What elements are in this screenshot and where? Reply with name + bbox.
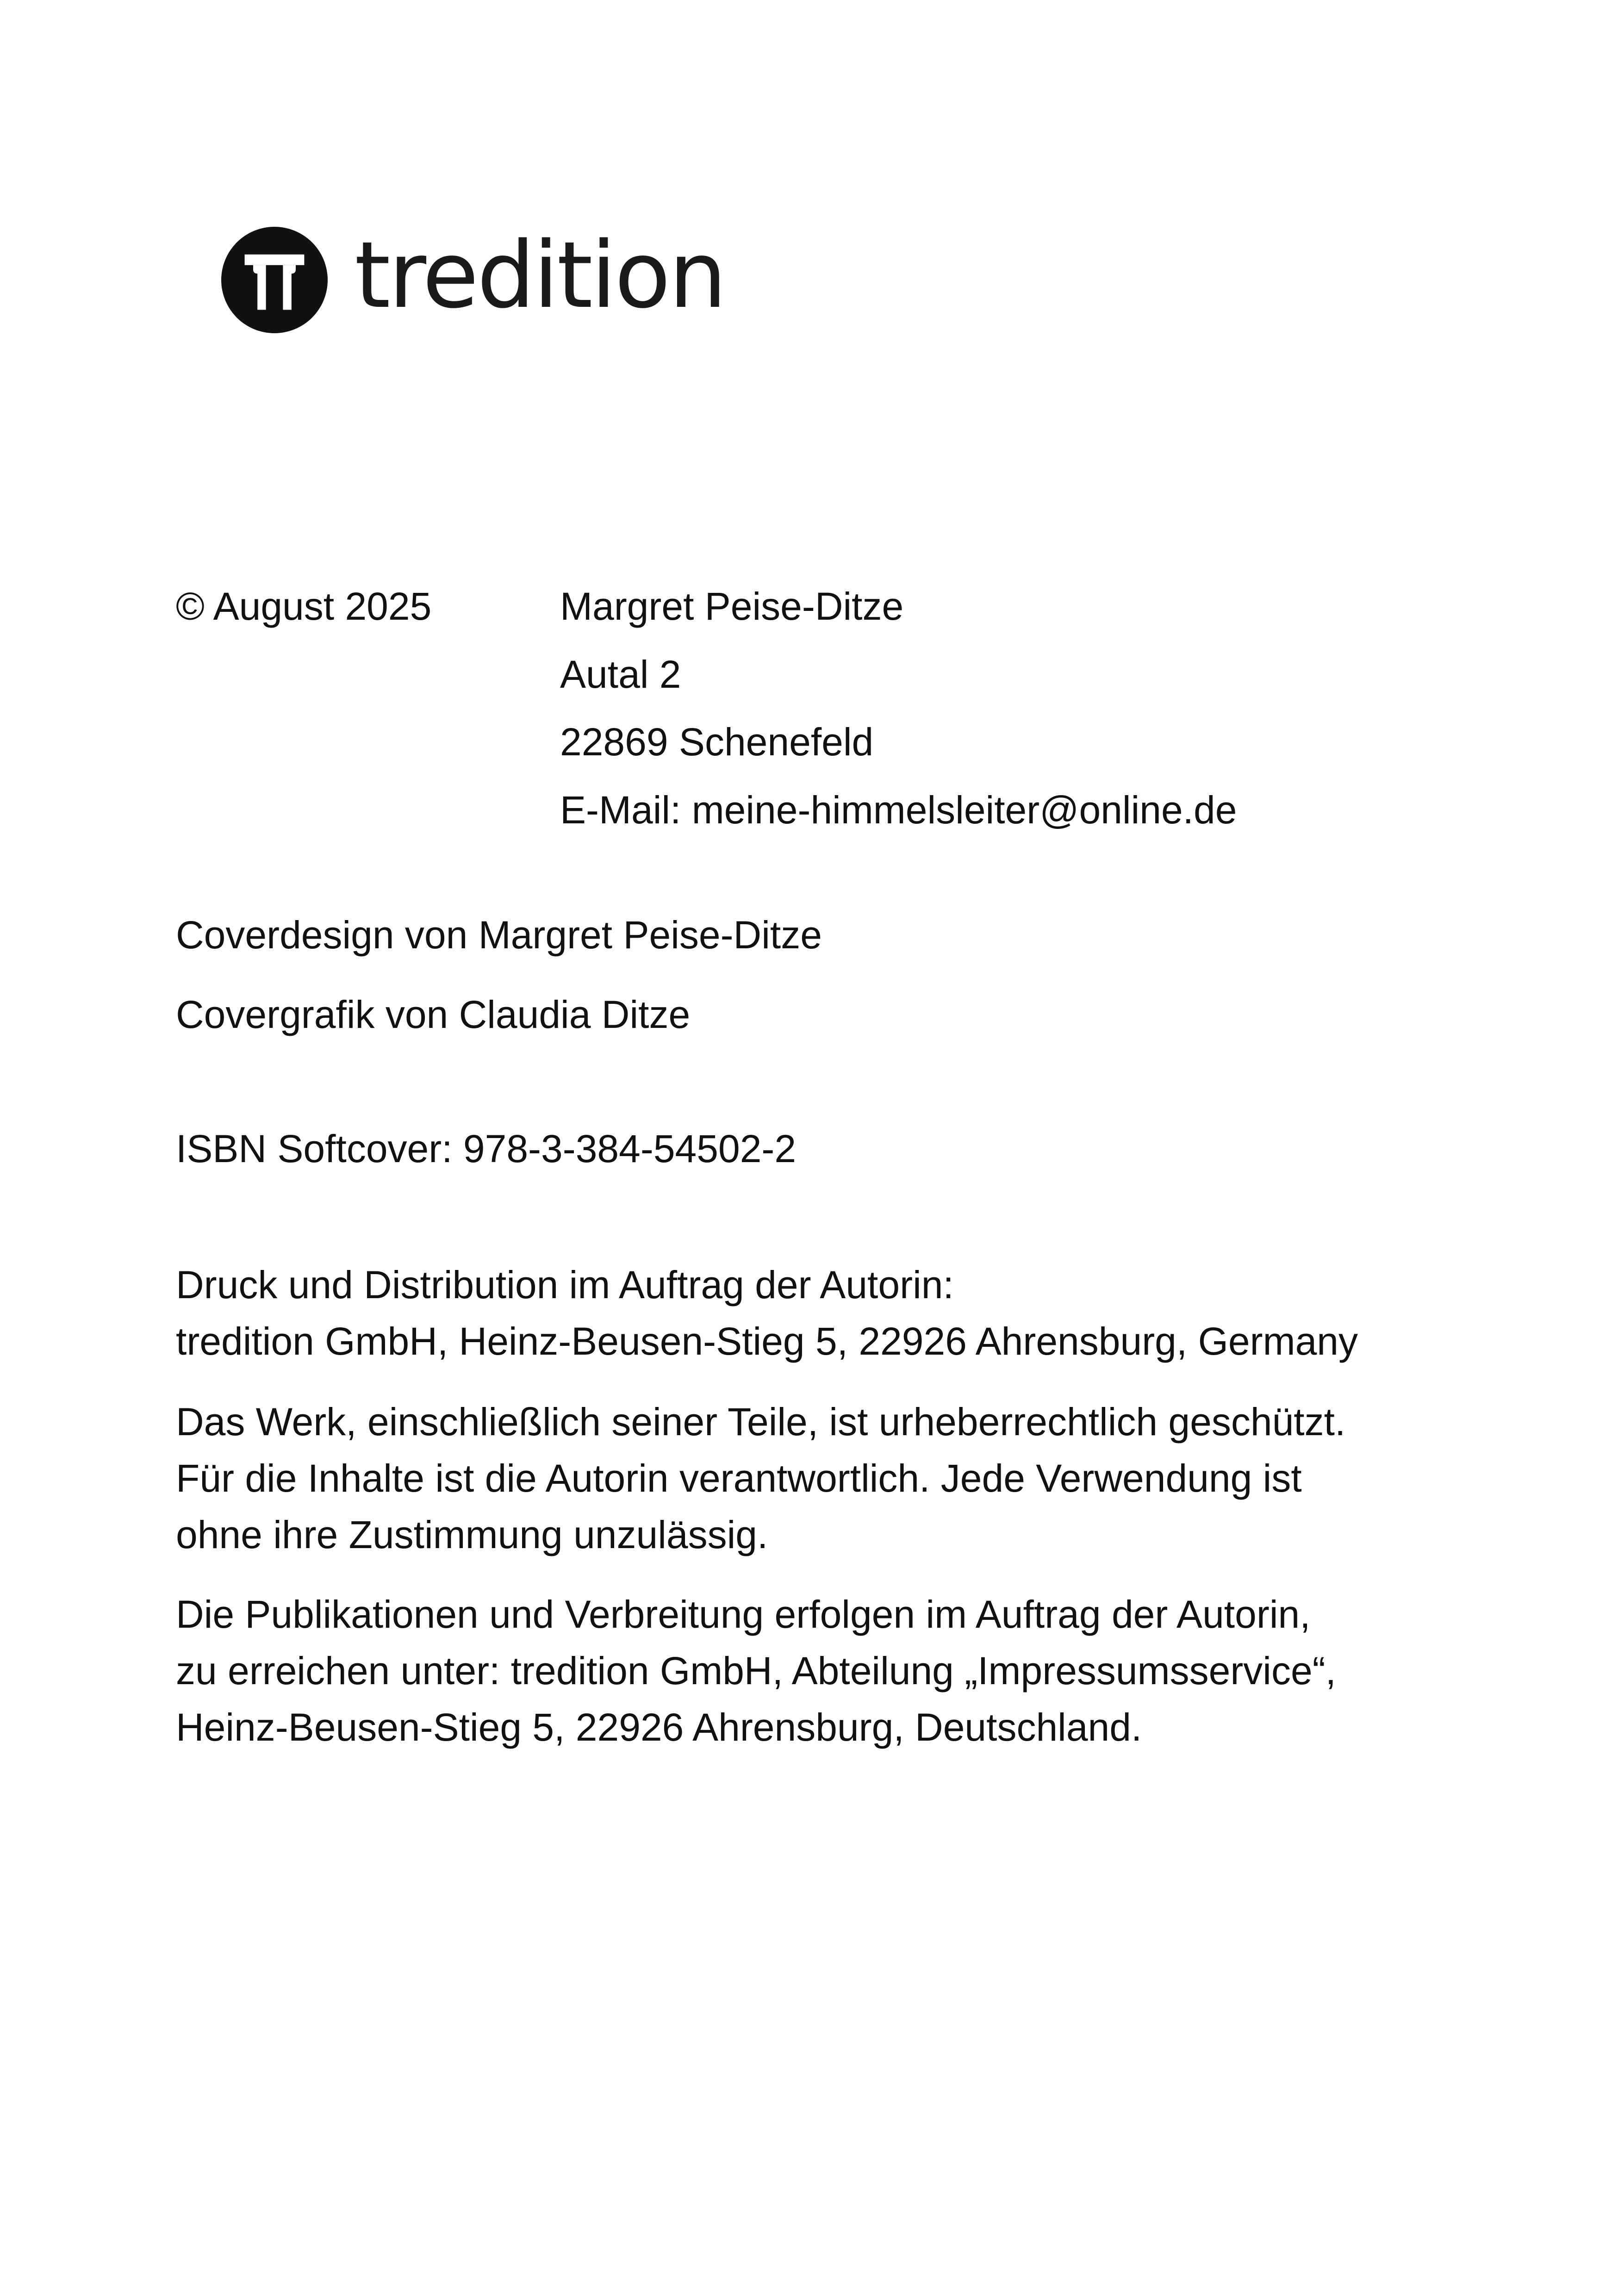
publication-line: Heinz-Beusen-Stieg 5, 22926 Ahrensburg, Deutschland. xyxy=(176,1705,1142,1749)
author-street: Autal 2 xyxy=(560,653,681,696)
logo-wordmark: tredition xyxy=(355,222,725,329)
covergrafik-credit: Covergrafik von Claudia Ditze xyxy=(176,993,691,1036)
distribution-block xyxy=(176,1257,1358,1369)
author-city: 22869 Schenefeld xyxy=(560,720,874,764)
rights-line: Das Werk, einschließlich seiner Teile, ist urheberrechtlich geschützt. xyxy=(176,1400,1346,1444)
rights-line: Für die Inhalte ist die Autorin verantwortlich. Jede Verwendung ist xyxy=(176,1456,1302,1500)
distribution-line: Druck und Distribution im Auftrag der Autorin: xyxy=(176,1263,954,1307)
isbn: ISBN Softcover: 978-3-384-54502-2 xyxy=(176,1127,797,1170)
author-name: Margret Peise-Ditze xyxy=(560,585,904,628)
rights-block xyxy=(176,1394,1345,1563)
publisher-logo xyxy=(221,222,725,333)
distribution-line: tredition GmbH, Heinz-Beusen-Stieg 5, 22926 Ahrensburg, Germany xyxy=(176,1319,1358,1363)
publication-block xyxy=(176,1586,1336,1755)
coverdesign-credit: Coverdesign von Margret Peise-Ditze xyxy=(176,913,822,957)
author-email: E-Mail: meine-himmelsleiter@online.de xyxy=(560,788,1237,832)
publication-line: Die Publikationen und Verbreitung erfolgen im Auftrag der Autorin, xyxy=(176,1593,1311,1636)
tredition-logo-icon xyxy=(221,227,328,333)
copyright-date: © August 2025 xyxy=(176,585,432,628)
publication-line: zu erreichen unter: tredition GmbH, Abteilung „Impressumsservice“, xyxy=(176,1649,1336,1692)
rights-line: ohne ihre Zustimmung unzulässig. xyxy=(176,1513,768,1556)
